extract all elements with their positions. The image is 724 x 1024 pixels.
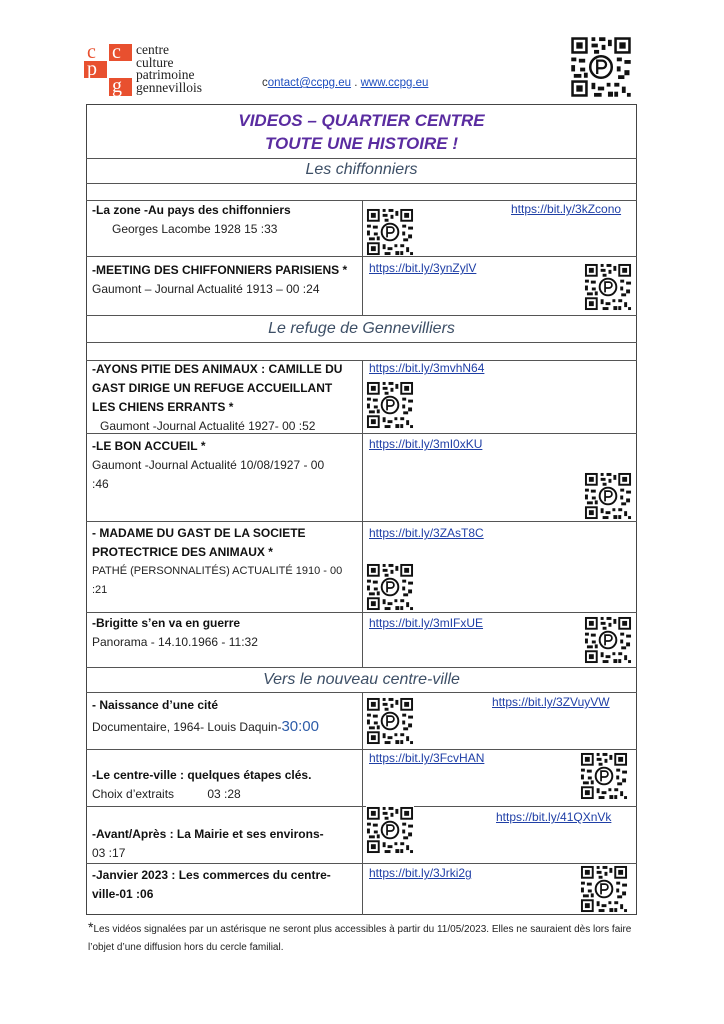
video-link[interactable]: https://bit.ly/3FcvHAN — [369, 751, 485, 765]
qr-code-icon[interactable] — [570, 36, 632, 98]
asterisk: * — [200, 439, 206, 453]
video-row — [92, 866, 350, 904]
video-link[interactable]: https://bit.ly/3Jrki2g — [369, 866, 472, 880]
asterisk: * — [88, 919, 94, 935]
video-duration: 30:00 — [281, 718, 319, 735]
qr-code-icon[interactable] — [366, 697, 414, 745]
qr-code-icon[interactable] — [366, 563, 414, 611]
email-link[interactable]: ontact@ccpg.eu — [267, 77, 352, 89]
video-row — [92, 437, 354, 494]
video-link[interactable]: https://bit.ly/3mI0xKU — [369, 437, 483, 451]
asterisk: * — [342, 263, 348, 277]
video-title: -Le centre-ville : quelques étapes clés. — [92, 768, 312, 782]
video-row — [92, 614, 354, 652]
video-detail: Panorama - 14.10.1966 - 11:32 — [92, 635, 258, 649]
brand-line: centre — [136, 42, 169, 57]
video-row — [92, 360, 354, 436]
brand-line: culture — [136, 54, 174, 70]
video-title: - MADAME DU GAST DE LA SOCIETE PROTECTRICE DES ANIMAUX — [92, 526, 306, 559]
contact-line — [262, 77, 428, 89]
asterisk: * — [228, 400, 234, 414]
video-link[interactable]: https://bit.ly/41QXnVk — [496, 810, 612, 824]
video-title: -LE BON ACCUEIL — [92, 439, 198, 453]
video-detail: PATHÉ (PERSONNALITÉS) ACTUALITÉ 1910 - 00 :21 — [92, 565, 343, 596]
video-title: -MEETING DES CHIFFONNIERS PARISIENS — [92, 263, 340, 277]
video-link[interactable]: https://bit.ly/3mvhN64 — [369, 361, 485, 375]
email-prefix: c — [262, 77, 268, 89]
video-row — [92, 694, 354, 738]
qr-code-icon[interactable] — [366, 806, 414, 854]
video-row — [92, 825, 354, 863]
video-link[interactable]: https://bit.ly/3ynZylV — [369, 261, 477, 275]
section-heading: Le refuge de Gennevilliers — [268, 320, 455, 337]
page-title: VIDEOS – QUARTIER CENTRE — [238, 111, 485, 130]
video-title: -Avant/Après : La Mairie et ses environs- — [92, 827, 324, 841]
video-title: -AYONS PITIE DES ANIMAUX : CAMILLE DU GAST DIRIGE UN REFUGE ACCUEILLANT LES CHIENS ERRANTS — [92, 362, 343, 414]
qr-code-icon[interactable] — [580, 752, 628, 800]
video-detail: Choix d’extraits 03 :28 — [92, 787, 241, 801]
video-link[interactable]: https://bit.ly/3ZAsT8C — [369, 526, 484, 540]
qr-code-icon[interactable] — [584, 616, 632, 664]
video-row — [92, 524, 354, 600]
svg-text:c: c — [87, 44, 96, 63]
asterisk: * — [268, 545, 273, 559]
svg-text:p: p — [87, 58, 97, 80]
qr-code-icon[interactable] — [584, 472, 632, 520]
video-detail: Georges Lacombe 1928 15 :33 — [112, 222, 278, 236]
video-title: -Brigitte s’en va en guerre — [92, 616, 241, 630]
video-link[interactable]: https://bit.ly/3mIFxUE — [369, 616, 484, 630]
qr-code-icon[interactable] — [366, 381, 414, 429]
separator: . — [351, 77, 361, 89]
brand-name — [136, 44, 202, 94]
section-heading: Vers le nouveau centre-ville — [263, 671, 460, 688]
video-title: -Janvier 2023 : Les commerces du centre-ville-01 :06 — [92, 868, 331, 901]
page-subtitle: TOUTE UNE HISTOIRE ! — [264, 134, 458, 153]
video-link[interactable]: https://bit.ly/3ZVuyVW — [492, 695, 610, 709]
video-link[interactable]: https://bit.ly/3kZcono — [511, 202, 622, 216]
video-detail: Gaumont -Journal Actualité 1927- 00 :52 — [100, 419, 316, 433]
video-detail: Documentaire, 1964- Louis Daquin- — [92, 720, 282, 734]
qr-code-icon[interactable] — [366, 208, 414, 256]
video-title: -La zone -Au pays des chiffonniers — [92, 203, 291, 217]
video-detail: 03 :17 — [92, 846, 126, 860]
brand-line: gennevillois — [136, 79, 202, 95]
video-detail: Gaumont – Journal Actualité 1913 – 00 :24 — [92, 282, 320, 296]
section-heading: Les chiffonniers — [305, 161, 418, 178]
svg-text:c: c — [112, 44, 121, 63]
footnote — [88, 918, 648, 957]
video-detail: Gaumont -Journal Actualité 10/08/1927 - 00 :46 — [92, 458, 325, 491]
video-row — [92, 201, 354, 239]
qr-code-icon[interactable] — [584, 263, 632, 311]
video-row — [92, 261, 354, 299]
ccpg-logo — [84, 44, 132, 96]
website-link[interactable]: www.ccpg.eu — [360, 77, 429, 89]
footnote-text: Les vidéos signalées par un astérisque ne seront plus accessibles à partir du 11/05/2023. Elles ne sauraient dès lors faire l’objet d’une diffusion hors du cercle familial. — [88, 924, 632, 953]
video-title: - Naissance d’une cité — [92, 698, 219, 712]
video-row — [92, 766, 354, 804]
svg-text:g: g — [112, 75, 122, 96]
brand-line: patrimoine — [136, 67, 195, 82]
qr-code-icon[interactable] — [580, 865, 628, 913]
